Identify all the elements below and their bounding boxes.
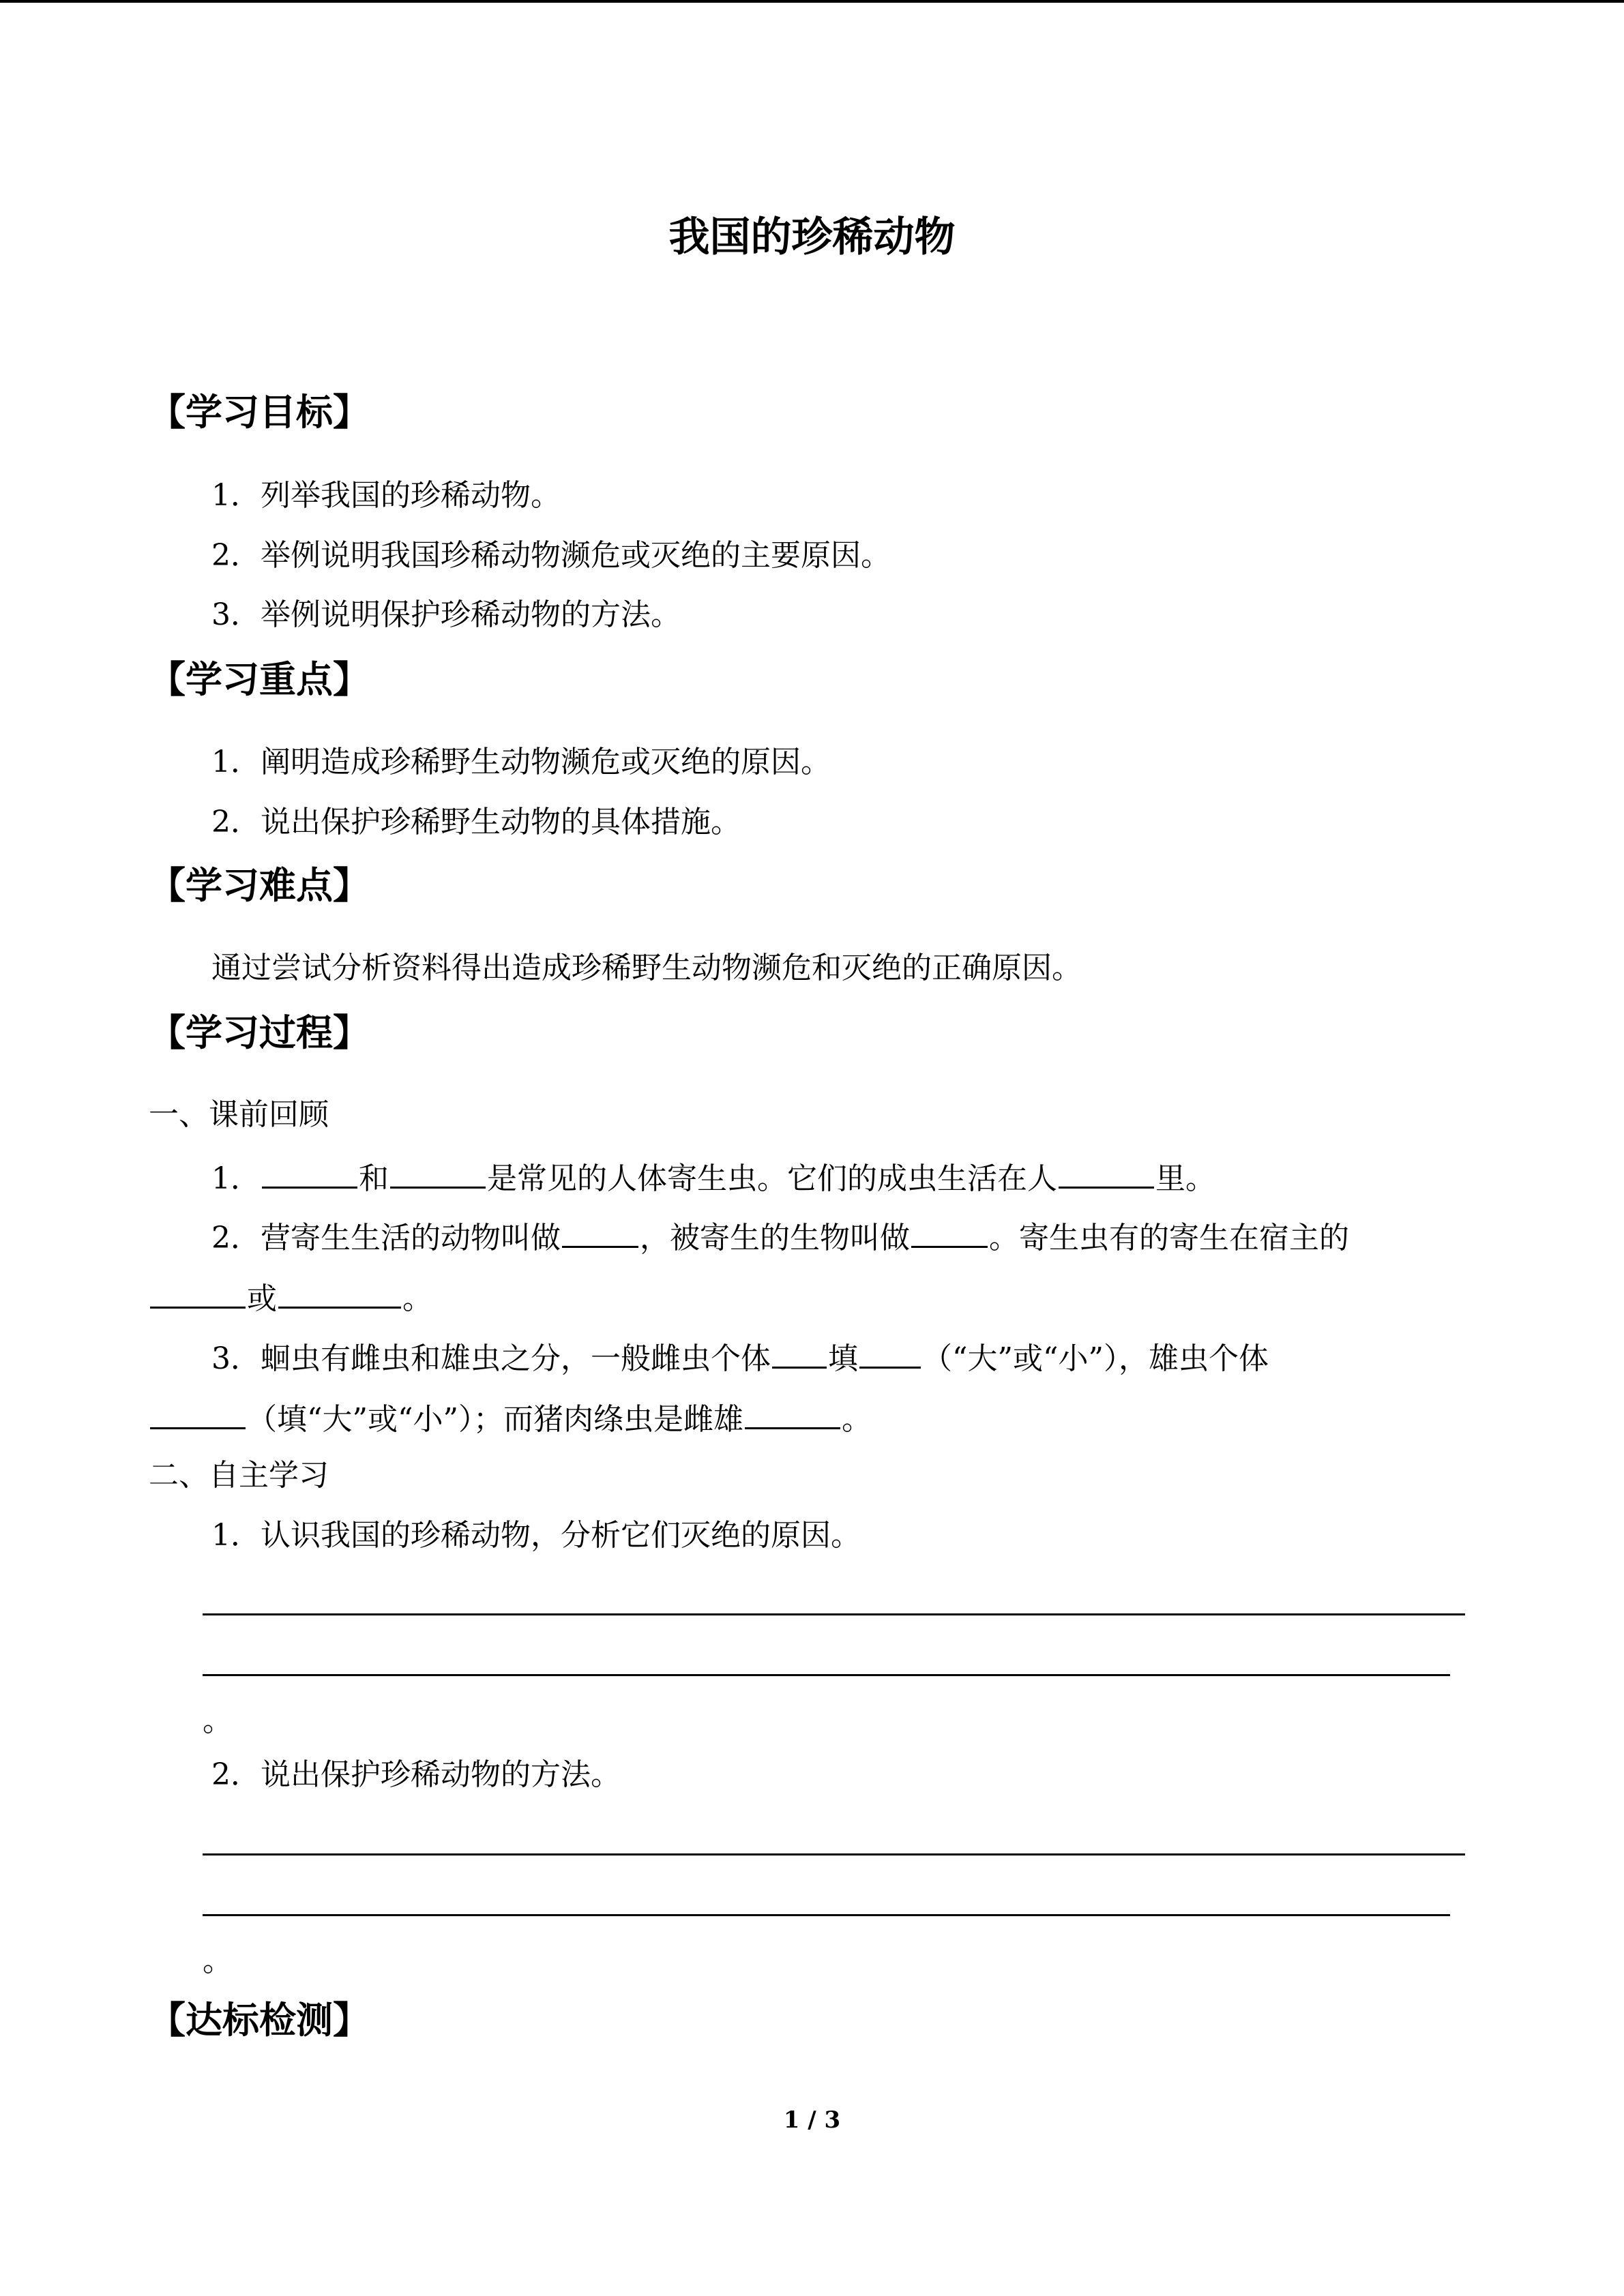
question-text: （“大”或“小”），雄虫个体 (922, 1341, 1269, 1376)
answer-end-mark: 。 (203, 1943, 233, 1978)
question-text: 填 (828, 1341, 858, 1376)
question-text: （填“大”或“小”）；而猪肉绦虫是雌雄 (247, 1402, 743, 1437)
fill-blank[interactable] (911, 1214, 988, 1248)
question-text: 是常见的人体寄生虫。它们的成虫生活在人 (487, 1161, 1057, 1196)
fill-blank[interactable] (262, 1155, 357, 1189)
question-text: ，被寄生的生物叫做 (640, 1221, 910, 1255)
question-number: 1． (211, 1161, 261, 1196)
key-point-item-1: 1．阐明造成珍稀野生动物濒危或灭绝的原因。 (211, 745, 831, 779)
fill-blank[interactable] (1059, 1155, 1154, 1189)
difficulties-heading: 【学习难点】 (149, 864, 370, 907)
self-study-question-1: 1．认识我国的珍稀动物，分析它们灭绝的原因。 (211, 1518, 861, 1553)
question-text: 和 (359, 1161, 389, 1196)
question-text: 里。 (1155, 1161, 1215, 1196)
fill-blank[interactable] (745, 1396, 840, 1429)
review-section-title: 一、课前回顾 (149, 1097, 329, 1132)
objectives-heading: 【学习目标】 (149, 391, 370, 434)
answer-line[interactable] (203, 1853, 1465, 1855)
question-text: 。 (402, 1281, 432, 1316)
answer-end-mark: 。 (203, 1703, 233, 1738)
difficulties-text: 通过尝试分析资料得出造成珍稀野生动物濒危和灭绝的正确原因。 (211, 951, 1082, 985)
objective-item-1: 1．列举我国的珍稀动物。 (211, 478, 561, 513)
question-text: 。寄生虫有的寄生在宿主的 (989, 1221, 1349, 1255)
self-study-section-title: 二、自主学习 (149, 1458, 329, 1493)
question-text: 。 (841, 1402, 872, 1437)
question-text: 3．蛔虫有雌虫和雄虫之分，一般雌虫个体 (211, 1341, 771, 1376)
page-indicator: 1 / 3 (783, 2106, 841, 2134)
review-question-2-line-2 (149, 1275, 432, 1320)
fill-blank[interactable] (278, 1275, 401, 1309)
question-text: 或 (247, 1281, 277, 1316)
fill-blank[interactable] (390, 1155, 486, 1189)
self-study-question-2: 2．说出保护珍稀动物的方法。 (211, 1757, 621, 1792)
fill-blank[interactable] (772, 1335, 827, 1369)
review-question-3-line-2 (149, 1396, 872, 1440)
key-points-heading: 【学习重点】 (149, 658, 370, 701)
objective-item-3: 3．举例说明保护珍稀动物的方法。 (211, 597, 681, 632)
fill-blank[interactable] (859, 1335, 921, 1369)
answer-line[interactable] (203, 1613, 1465, 1615)
answer-line[interactable] (203, 1914, 1450, 1916)
fill-blank[interactable] (562, 1214, 638, 1248)
assessment-heading: 【达标检测】 (149, 1999, 370, 2042)
question-text: 2．营寄生生活的动物叫做 (211, 1221, 561, 1255)
fill-blank[interactable] (150, 1275, 246, 1309)
fill-blank[interactable] (150, 1396, 246, 1429)
answer-line[interactable] (203, 1674, 1450, 1676)
key-point-item-2: 2．说出保护珍稀野生动物的具体措施。 (211, 805, 741, 839)
process-heading: 【学习过程】 (149, 1011, 370, 1054)
review-question-2-line-1 (211, 1214, 1349, 1259)
page-title: 我国的珍稀动物 (668, 213, 956, 261)
objective-item-2: 2．举例说明我国珍稀动物濒危或灭绝的主要原因。 (211, 538, 891, 573)
review-question-3-line-1 (211, 1335, 1269, 1380)
review-question-1 (211, 1155, 1215, 1199)
